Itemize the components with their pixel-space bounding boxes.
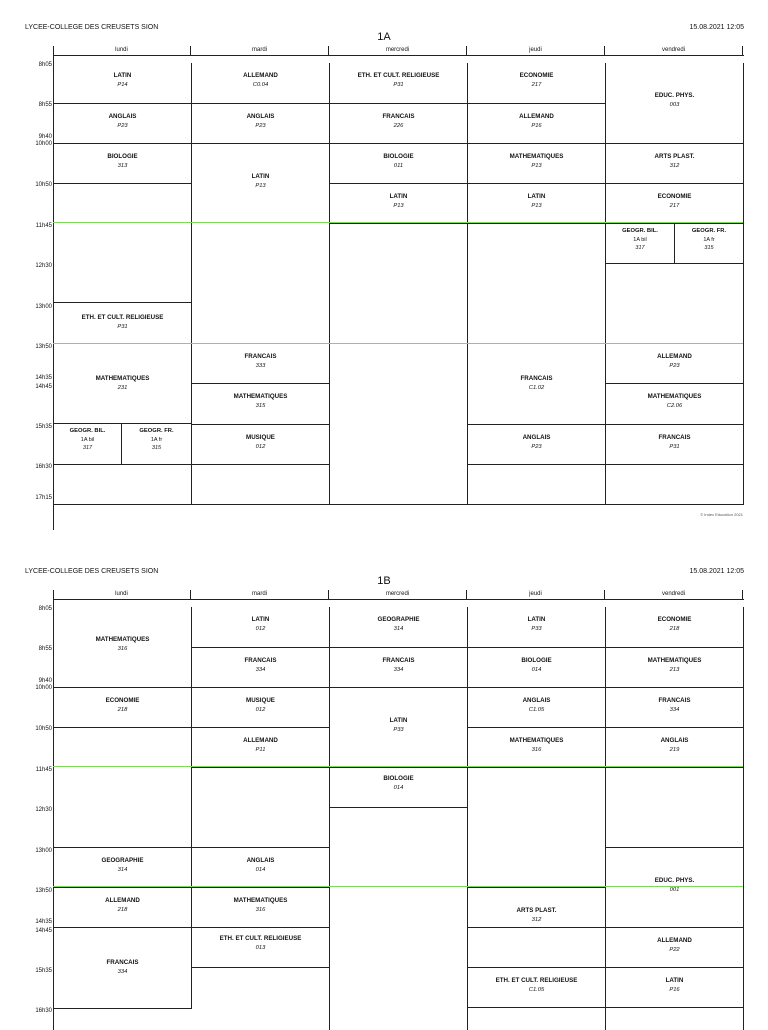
lesson-cell[interactable] xyxy=(192,888,330,928)
day-label: mercredi xyxy=(385,591,410,597)
subject-label: ANGLAIS xyxy=(246,113,275,120)
lesson-cell[interactable] xyxy=(192,688,330,728)
room-label: P23 xyxy=(255,123,266,129)
room-label: 218 xyxy=(117,907,128,913)
day-label: vendredi xyxy=(661,47,685,53)
subject-label: MATHEMATIQUES xyxy=(647,657,702,664)
time-label: 14h35 xyxy=(35,919,52,925)
lesson-cell[interactable] xyxy=(192,384,330,425)
room-label: P14 xyxy=(117,82,128,88)
lesson-cell[interactable] xyxy=(468,184,606,224)
subject-label: BIOLOGIE xyxy=(383,775,414,782)
lesson-cell[interactable] xyxy=(468,607,606,648)
room-label: P13 xyxy=(393,203,404,209)
subject-label: ETH. ET CULT. RELIGIEUSE xyxy=(219,935,302,942)
time-label: 14h35 xyxy=(35,375,52,381)
subject-label: BIOLOGIE xyxy=(521,657,552,664)
time-label: 8h55 xyxy=(38,102,52,108)
day-label: jeudi xyxy=(529,47,542,53)
day-header xyxy=(53,46,743,55)
empty-slot xyxy=(468,1008,606,1030)
lesson-cell[interactable] xyxy=(468,888,606,928)
time-label: 12h30 xyxy=(35,263,52,269)
time-label: 16h30 xyxy=(35,464,52,470)
empty-slot xyxy=(606,768,744,848)
room-label: 231 xyxy=(117,385,128,391)
lesson-cell[interactable] xyxy=(468,688,606,728)
room-label: 334 xyxy=(255,667,266,673)
time-label: 12h30 xyxy=(35,807,52,813)
lunch-break-line xyxy=(53,222,743,223)
empty-slot xyxy=(330,224,468,505)
room-label: C1.05 xyxy=(528,707,545,713)
lesson-cell[interactable] xyxy=(192,104,330,144)
subject-label: BIOLOGIE xyxy=(383,153,414,160)
subject-label: ANGLAIS xyxy=(522,434,551,441)
time-label: 10h50 xyxy=(35,726,52,732)
time-label: 16h30 xyxy=(35,1008,52,1014)
school-name: LYCEE-COLLEGE DES CREUSETS SION xyxy=(25,568,159,575)
group-label: 1A fr xyxy=(703,237,715,243)
lesson-cell[interactable] xyxy=(330,607,468,648)
time-label: 8h55 xyxy=(38,646,52,652)
subject-label: LATIN xyxy=(389,717,408,724)
empty-slot xyxy=(606,264,744,344)
lesson-cell[interactable] xyxy=(606,728,744,768)
subject-label: ARTS PLAST. xyxy=(516,907,557,914)
copyright: © Index Education 2021 xyxy=(700,512,743,517)
empty-slot xyxy=(330,808,468,1030)
lesson-cell[interactable] xyxy=(606,144,744,184)
time-label: 9h40 xyxy=(38,678,52,684)
room-label: C1.05 xyxy=(528,987,545,993)
room-label: 001 xyxy=(669,887,680,893)
subject-label: LATIN xyxy=(527,193,546,200)
subject-label: BIOLOGIE xyxy=(107,153,138,160)
subject-label: ALLEMAND xyxy=(657,353,692,360)
subject-label: ETH. ET CULT. RELIGIEUSE xyxy=(81,314,164,321)
empty-slot xyxy=(468,224,606,344)
lesson-cell[interactable] xyxy=(54,104,192,144)
lesson-cell[interactable] xyxy=(606,63,744,144)
empty-slot xyxy=(468,928,606,968)
room-label: 219 xyxy=(669,747,680,753)
subject-label: MATHEMATIQUES xyxy=(95,636,150,643)
lunch-break-line xyxy=(53,343,743,344)
empty-slot xyxy=(54,465,192,505)
subject-label: GEOGR. BIL. xyxy=(69,428,106,434)
lesson-cell[interactable] xyxy=(330,144,468,184)
lesson-cell[interactable] xyxy=(54,144,192,184)
lesson-cell[interactable] xyxy=(606,848,744,928)
subject-label: ALLEMAND xyxy=(657,937,692,944)
lesson-cell[interactable] xyxy=(192,848,330,888)
lesson-cell[interactable] xyxy=(192,648,330,688)
subject-label: ECONOMIE xyxy=(657,193,692,200)
subject-label: MATHEMATIQUES xyxy=(647,393,702,400)
lesson-cell-split[interactable] xyxy=(675,224,744,264)
room-label: 315 xyxy=(255,403,266,409)
room-label: 312 xyxy=(669,163,680,169)
subject-label: ECONOMIE xyxy=(105,697,140,704)
room-label: 334 xyxy=(393,667,404,673)
room-label: P13 xyxy=(531,203,542,209)
time-label: 10h00 xyxy=(35,141,52,147)
room-label: 003 xyxy=(669,102,680,108)
lesson-cell[interactable] xyxy=(606,607,744,648)
room-label: 218 xyxy=(117,707,128,713)
subject-label: MATHEMATIQUES xyxy=(509,737,564,744)
lesson-cell[interactable] xyxy=(330,768,468,808)
lesson-cell[interactable] xyxy=(192,144,330,344)
room-label: P23 xyxy=(531,444,542,450)
room-label: 011 xyxy=(393,163,404,169)
lesson-cell[interactable] xyxy=(330,104,468,144)
room-label: P11 xyxy=(255,747,266,753)
empty-slot xyxy=(54,184,192,303)
subject-label: ANGLAIS xyxy=(522,697,551,704)
subject-label: EDUC. PHYS. xyxy=(654,877,695,884)
room-label: C0.04 xyxy=(252,82,269,88)
schedule-grid xyxy=(53,55,744,530)
empty-slot xyxy=(606,1008,744,1030)
room-label: 014 xyxy=(531,667,542,673)
day-label: vendredi xyxy=(661,591,685,597)
time-label: 10h50 xyxy=(35,182,52,188)
lesson-cell[interactable] xyxy=(468,728,606,768)
day-label: jeudi xyxy=(529,591,542,597)
day-label: mercredi xyxy=(385,47,410,53)
lesson-cell[interactable] xyxy=(606,384,744,425)
room-label: P33 xyxy=(393,727,404,733)
room-label: 217 xyxy=(531,82,542,88)
lesson-cell[interactable] xyxy=(192,425,330,465)
room-label: 218 xyxy=(669,626,680,632)
time-label: 13h50 xyxy=(35,344,52,350)
room-label: 012 xyxy=(255,626,266,632)
time-label: 13h00 xyxy=(35,304,52,310)
subject-label: FRANCAIS xyxy=(658,697,691,704)
room-label: 313 xyxy=(117,163,128,169)
time-label: 11h45 xyxy=(35,767,52,773)
time-label: 8h05 xyxy=(38,62,52,68)
room-label: P23 xyxy=(117,123,128,129)
subject-label: MUSIQUE xyxy=(246,697,275,704)
room-label: C1.02 xyxy=(528,385,545,391)
empty-slot xyxy=(192,968,330,1030)
room-label: P23 xyxy=(669,363,680,369)
day-label: mardi xyxy=(251,47,267,53)
lesson-cell[interactable] xyxy=(606,425,744,465)
time-label: 15h35 xyxy=(35,424,52,430)
class-title: 1B xyxy=(377,575,391,587)
lesson-cell[interactable] xyxy=(606,928,744,968)
day-label: mardi xyxy=(251,591,267,597)
lesson-cell[interactable] xyxy=(54,344,192,424)
lesson-cell[interactable] xyxy=(606,344,744,384)
room-label: P31 xyxy=(393,82,404,88)
lesson-cell[interactable] xyxy=(330,648,468,688)
room-label: 315 xyxy=(151,445,162,451)
print-timestamp: 15.08.2021 12:05 xyxy=(689,24,744,31)
subject-label: ECONOMIE xyxy=(657,616,692,623)
subject-label: FRANCAIS xyxy=(106,959,139,966)
day-label: lundi xyxy=(115,47,128,53)
subject-label: ANGLAIS xyxy=(246,857,275,864)
room-label: 012 xyxy=(255,444,266,450)
lesson-cell-split[interactable] xyxy=(122,424,192,465)
group-label: 1A bil xyxy=(80,437,95,443)
lesson-cell[interactable] xyxy=(468,425,606,465)
school-name: LYCEE-COLLEGE DES CREUSETS SION xyxy=(25,24,159,31)
group-label: 1A bil xyxy=(633,237,647,243)
lesson-cell[interactable] xyxy=(468,344,606,425)
lesson-cell-split[interactable] xyxy=(606,224,675,264)
room-label: P16 xyxy=(669,987,680,993)
subject-label: FRANCAIS xyxy=(658,434,691,441)
lesson-cell[interactable] xyxy=(192,928,330,968)
subject-label: ARTS PLAST. xyxy=(654,153,695,160)
empty-slot xyxy=(54,728,192,848)
empty-slot xyxy=(192,465,330,505)
lesson-cell[interactable] xyxy=(192,344,330,384)
room-label: 333 xyxy=(255,363,266,369)
print-timestamp: 15.08.2021 12:05 xyxy=(689,568,744,575)
room-label: P22 xyxy=(669,947,680,953)
room-label: P13 xyxy=(531,163,542,169)
subject-label: ALLEMAND xyxy=(105,897,140,904)
room-label: 312 xyxy=(531,917,542,923)
subject-label: LATIN xyxy=(665,977,684,984)
room-label: 217 xyxy=(669,203,680,209)
lesson-cell[interactable] xyxy=(54,928,192,1009)
lesson-cell[interactable] xyxy=(192,607,330,648)
room-label: 316 xyxy=(255,907,266,913)
room-label: 334 xyxy=(669,707,680,713)
room-label: 317 xyxy=(82,445,93,451)
subject-label: ECONOMIE xyxy=(519,72,554,79)
subject-label: LATIN xyxy=(527,616,546,623)
lesson-cell[interactable] xyxy=(54,303,192,344)
lesson-cell-split[interactable] xyxy=(54,424,122,465)
time-label: 17h15 xyxy=(35,495,52,501)
lesson-cell[interactable] xyxy=(606,688,744,728)
lesson-cell[interactable] xyxy=(330,63,468,104)
room-label: 014 xyxy=(255,867,266,873)
time-label: 13h50 xyxy=(35,888,52,894)
time-label: 8h05 xyxy=(38,606,52,612)
room-label: 315 xyxy=(704,245,714,251)
group-label: 1A fr xyxy=(150,437,163,443)
room-label: 334 xyxy=(117,969,128,975)
empty-slot xyxy=(606,465,744,505)
time-label: 10h00 xyxy=(35,685,52,691)
empty-slot xyxy=(192,768,330,848)
subject-label: LATIN xyxy=(113,72,132,79)
day-header xyxy=(53,590,743,599)
room-label: 014 xyxy=(393,785,404,791)
class-title: 1A xyxy=(377,31,391,43)
lesson-cell[interactable] xyxy=(468,144,606,184)
subject-label: ANGLAIS xyxy=(108,113,137,120)
subject-label: ETH. ET CULT. RELIGIEUSE xyxy=(357,72,440,79)
subject-label: GEOGR. FR. xyxy=(691,228,727,234)
room-label: 316 xyxy=(531,747,542,753)
room-label: 317 xyxy=(635,245,645,251)
lesson-cell[interactable] xyxy=(54,63,192,104)
lesson-cell[interactable] xyxy=(54,888,192,928)
room-label: 013 xyxy=(255,945,266,951)
subject-label: FRANCAIS xyxy=(382,657,415,664)
room-label: P33 xyxy=(531,626,542,632)
room-label: P31 xyxy=(117,324,128,330)
lesson-cell[interactable] xyxy=(330,688,468,768)
subject-label: MATHEMATIQUES xyxy=(95,375,150,382)
lunch-break-line xyxy=(53,766,743,767)
lesson-cell[interactable] xyxy=(606,968,744,1008)
timetable-1b xyxy=(0,568,768,1024)
day-label: lundi xyxy=(115,591,128,597)
room-label: 314 xyxy=(393,626,404,632)
empty-slot xyxy=(468,465,606,505)
subject-label: LATIN xyxy=(251,616,270,623)
room-label: P13 xyxy=(255,183,266,189)
subject-label: ALLEMAND xyxy=(243,72,278,79)
subject-label: MATHEMATIQUES xyxy=(509,153,564,160)
time-label: 14h45 xyxy=(35,928,52,934)
lesson-cell[interactable] xyxy=(468,968,606,1008)
room-label: 213 xyxy=(669,667,680,673)
subject-label: MATHEMATIQUES xyxy=(233,897,288,904)
lesson-cell[interactable] xyxy=(468,648,606,688)
subject-label: FRANCAIS xyxy=(520,375,553,382)
subject-label: ANGLAIS xyxy=(660,737,689,744)
lesson-cell[interactable] xyxy=(192,63,330,104)
lesson-cell[interactable] xyxy=(468,63,606,104)
subject-label: GEOGRAPHIE xyxy=(377,616,420,623)
room-label: 314 xyxy=(117,867,128,873)
subject-label: ALLEMAND xyxy=(519,113,554,120)
time-label: 14h45 xyxy=(35,384,52,390)
lunch-break-line xyxy=(53,886,743,887)
subject-label: LATIN xyxy=(251,173,270,180)
subject-label: MUSIQUE xyxy=(246,434,275,441)
subject-label: ALLEMAND xyxy=(243,737,278,744)
subject-label: FRANCAIS xyxy=(382,113,415,120)
time-label: 9h40 xyxy=(38,134,52,140)
room-label: 226 xyxy=(393,123,404,129)
timetable-1a xyxy=(0,24,768,524)
room-label: 316 xyxy=(117,646,128,652)
subject-label: FRANCAIS xyxy=(244,657,277,664)
time-label: 15h35 xyxy=(35,968,52,974)
lesson-cell[interactable] xyxy=(606,648,744,688)
subject-label: GEOGRAPHIE xyxy=(101,857,144,864)
time-label: 11h45 xyxy=(35,223,52,229)
lesson-cell[interactable] xyxy=(54,607,192,688)
room-label: 012 xyxy=(255,707,266,713)
subject-label: ETH. ET CULT. RELIGIEUSE xyxy=(495,977,578,984)
lesson-cell[interactable] xyxy=(330,184,468,224)
room-label: P31 xyxy=(669,444,680,450)
subject-label: LATIN xyxy=(389,193,408,200)
empty-slot xyxy=(468,768,606,888)
subject-label: GEOGR. FR. xyxy=(139,428,174,434)
lesson-cell[interactable] xyxy=(468,104,606,144)
lesson-cell[interactable] xyxy=(54,848,192,888)
room-label: P16 xyxy=(531,123,542,129)
subject-label: GEOGR. BIL. xyxy=(622,228,658,234)
room-label: C2.06 xyxy=(666,403,683,409)
lesson-cell[interactable] xyxy=(192,728,330,768)
subject-label: FRANCAIS xyxy=(244,353,277,360)
lesson-cell[interactable] xyxy=(606,184,744,224)
subject-label: EDUC. PHYS. xyxy=(654,92,695,99)
subject-label: MATHEMATIQUES xyxy=(233,393,288,400)
schedule-grid xyxy=(53,599,744,1030)
time-label: 13h00 xyxy=(35,848,52,854)
lesson-cell[interactable] xyxy=(54,688,192,728)
